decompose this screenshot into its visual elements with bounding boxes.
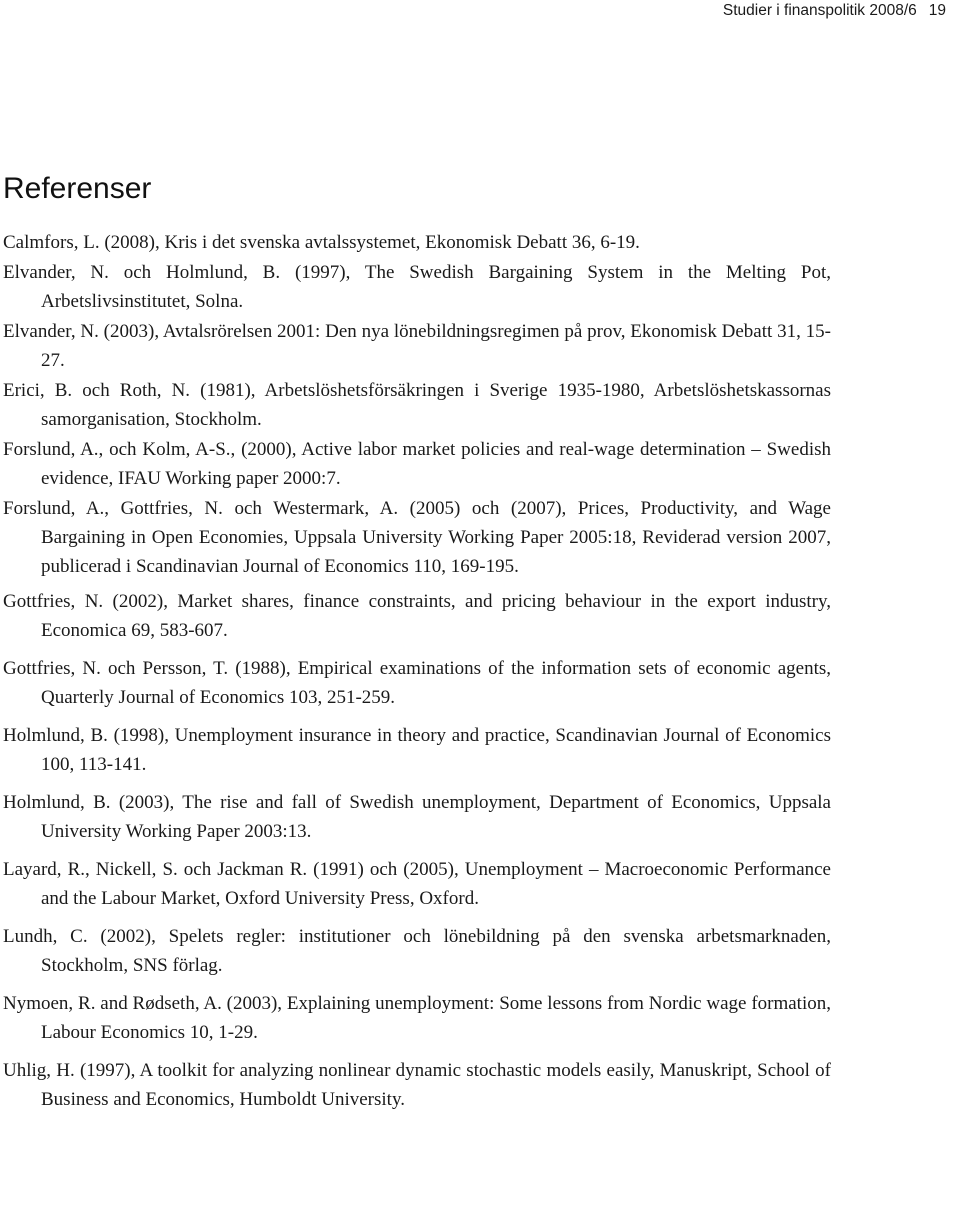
reference-item: Calmfors, L. (2008), Kris i det svenska avtalssystemet, Ekonomisk Debatt 36, 6-19. bbox=[3, 232, 640, 253]
reference-item: Elvander, N. och Holmlund, B. (1997), The Swedish Bargaining System in the Melting Pot, Arbetslivsinstitutet, Solna. bbox=[3, 262, 831, 312]
reference-item: Layard, R., Nickell, S. och Jackman R. (1991) och (2005), Unemployment – Macroeconomic Performance and the Labour Market, Oxford University Press, Oxford. bbox=[3, 859, 831, 909]
reference-item: Elvander, N. (2003), Avtalsrörelsen 2001: Den nya lönebildningsregimen på prov, Ekonomisk Debatt 31, 15-27. bbox=[3, 321, 831, 371]
reference-item: Forslund, A., och Kolm, A-S., (2000), Active labor market policies and real-wage determination – Swedish evidence, IFAU Working paper 2000:7. bbox=[3, 439, 831, 489]
reference-item: Uhlig, H. (1997), A toolkit for analyzing nonlinear dynamic stochastic models easily, Manuskript, School of Business and Economics, Humboldt University. bbox=[3, 1060, 831, 1110]
reference-item: Nymoen, R. and Rødseth, A. (2003), Explaining unemployment: Some lessons from Nordic wage formation, Labour Economics 10, 1-29. bbox=[3, 993, 831, 1043]
page-number: 19 bbox=[928, 2, 946, 19]
reference-item: Lundh, C. (2002), Spelets regler: institutioner och lönebildning på den svenska arbetsmarknaden, Stockholm, SNS förlag. bbox=[3, 926, 831, 976]
reference-item: Holmlund, B. (1998), Unemployment insurance in theory and practice, Scandinavian Journal of Economics 100, 113-141. bbox=[3, 725, 831, 775]
reference-item: Gottfries, N. (2002), Market shares, finance constraints, and pricing behaviour in the export industry, Economica 69, 583-607. bbox=[3, 591, 831, 641]
reference-list bbox=[3, 228, 831, 1123]
reference-item: Erici, B. och Roth, N. (1981), Arbetslöshetsförsäkringen i Sverige 1935-1980, Arbetslöshetskassornas samorganisation, Stockholm. bbox=[3, 380, 831, 430]
journal-title: Studier i finanspolitik 2008/6 bbox=[722, 2, 917, 19]
section-title: Referenser bbox=[3, 172, 152, 205]
running-header bbox=[723, 2, 946, 20]
reference-item: Forslund, A., Gottfries, N. och Westermark, A. (2005) och (2007), Prices, Productivity, and Wage Bargaining in Open Economies, Uppsala University Working Paper 2005:18, Reviderad version 2007, publicerad i Scandinavian Journal of Economics 110, 169-195. bbox=[3, 498, 831, 577]
reference-item: Gottfries, N. och Persson, T. (1988), Empirical examinations of the information sets of economic agents, Quarterly Journal of Economics 103, 251-259. bbox=[3, 658, 831, 708]
reference-item: Holmlund, B. (2003), The rise and fall of Swedish unemployment, Department of Economics, Uppsala University Working Paper 2003:13. bbox=[3, 792, 831, 842]
